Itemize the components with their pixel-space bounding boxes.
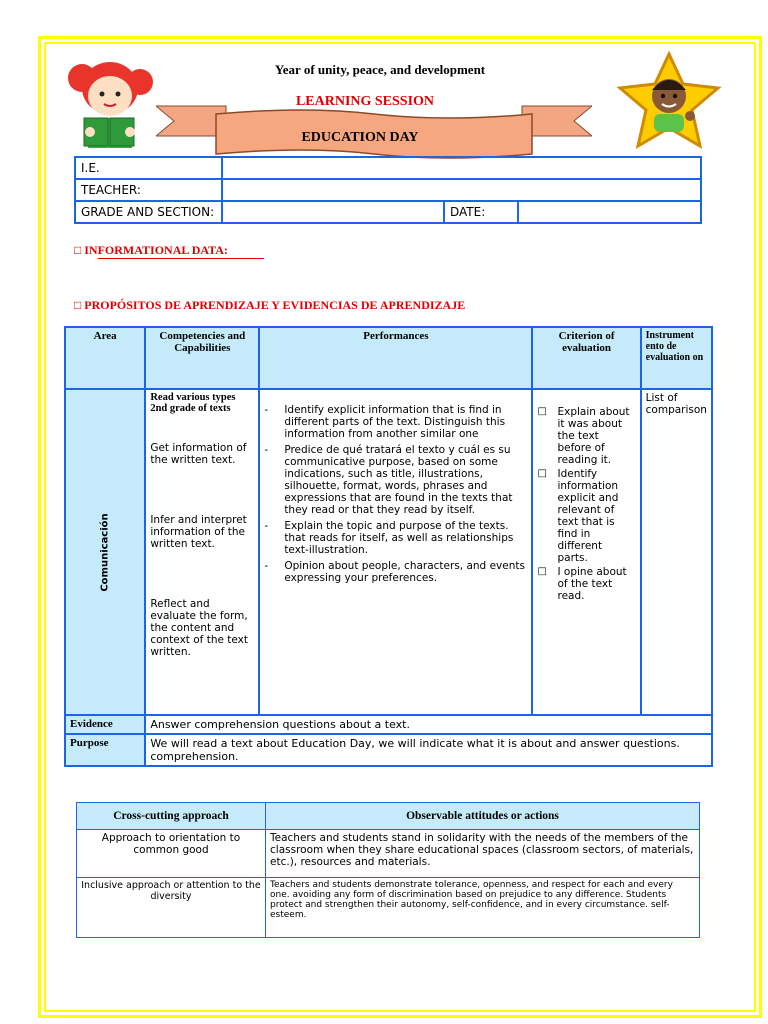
cc-row bbox=[77, 878, 700, 938]
teacher-label: TEACHER: bbox=[75, 179, 222, 201]
date-value bbox=[518, 201, 701, 223]
purposes-heading: □ PROPÓSITOS DE APRENDIZAJE Y EVIDENCIAS DE APRENDIZAJE bbox=[74, 298, 466, 312]
cc-attitudes: Teachers and students demonstrate tolerance, openness, and respect for each and every one. avoiding any form of discrimination based on prejudice to any difference. Students protect and strengthen their autonomy, self-confidence, and in every circumstance. self-esteem. bbox=[266, 878, 700, 938]
cc-header-attitudes: Observable attitudes or actions bbox=[266, 803, 700, 830]
cc-row bbox=[77, 830, 700, 878]
cc-header-approach: Cross-cutting approach bbox=[77, 803, 266, 830]
purpose-value: We will read a text about Education Day, we will indicate what it is about and answer questions. comprehension. bbox=[145, 734, 712, 766]
performances-cell bbox=[259, 389, 532, 715]
motto-text: Year of unity, peace, and development bbox=[274, 62, 486, 77]
informational-underline bbox=[98, 258, 264, 259]
info-row-grade bbox=[75, 201, 701, 223]
header-criterion: Criterion of evaluation bbox=[532, 327, 640, 389]
learning-purposes-table bbox=[64, 326, 713, 767]
criterion-item: □ Identify information explicit and relevant of text that is find in different parts. bbox=[537, 468, 619, 564]
capability-item: Get information of the written text. bbox=[150, 442, 247, 466]
area-cell bbox=[65, 389, 145, 715]
performance-item: - Explain the topic and purpose of the texts. that reads for itself, as well as relationships text-illustration. bbox=[264, 520, 514, 556]
evidence-row bbox=[65, 715, 712, 734]
informational-heading: □ INFORMATIONAL DATA: bbox=[74, 243, 228, 257]
ie-label: I.E. bbox=[75, 157, 222, 179]
main-content-row bbox=[65, 389, 712, 715]
cc-approach: Inclusive approach or attention to the diversity bbox=[77, 878, 266, 938]
ie-value bbox=[222, 157, 701, 179]
girl-reading-illustration bbox=[62, 52, 158, 156]
header-performances: Performances bbox=[259, 327, 532, 389]
teacher-value bbox=[222, 179, 701, 201]
cc-approach: Approach to orientation to common good bbox=[77, 830, 266, 878]
capability-item: Infer and interpret information of the written text. bbox=[150, 514, 247, 550]
cc-header-row bbox=[77, 803, 700, 830]
performance-item: - Predice de qué tratará el texto y cuál es su communicative purpose, based on some indications, such as title, illustrations, silhouette, format, words, phrases and expressions that are found in the texts that they read or that they read by itself. bbox=[264, 444, 513, 516]
date-label: DATE: bbox=[444, 201, 518, 223]
main-header-row bbox=[65, 327, 712, 389]
banner-title: EDUCATION DAY bbox=[301, 130, 419, 145]
competency-title: Read various types 2nd grade of texts bbox=[150, 392, 236, 414]
star-boy-illustration bbox=[610, 50, 728, 150]
info-row-teacher bbox=[75, 179, 701, 201]
performance-item: - Opinion about people, characters, and events expressing your preferences. bbox=[264, 560, 525, 584]
performance-item: - Identify explicit information that is find in different parts of the text. Distinguish this information from another similar one bbox=[264, 404, 506, 440]
capability-item: Reflect and evaluate the form, the content and context of the text written. bbox=[150, 598, 248, 658]
evidence-value: Answer comprehension questions about a text. bbox=[145, 715, 712, 734]
header-instrument: Instrument ento de evaluation on bbox=[641, 327, 712, 389]
session-title: LEARNING SESSION bbox=[295, 94, 435, 109]
competencies-cell bbox=[145, 389, 259, 715]
area-value: Comunicación bbox=[99, 512, 111, 592]
evidence-label: Evidence bbox=[65, 715, 145, 734]
info-row-ie bbox=[75, 157, 701, 179]
info-table bbox=[74, 156, 702, 224]
checkbox-icon: □ bbox=[537, 566, 547, 577]
grade-label: GRADE AND SECTION: bbox=[75, 201, 222, 223]
criterion-item: □ Explain about it was about the text before of reading it. bbox=[537, 406, 630, 466]
checkbox-icon: □ bbox=[537, 468, 547, 479]
checkbox-icon: □ bbox=[537, 406, 547, 417]
header-area: Area bbox=[65, 327, 145, 389]
cc-attitudes: Teachers and students stand in solidarity with the needs of the members of the classroom when they share educational spaces (classroom sectors, of materials, etc.), resources and materials. bbox=[266, 830, 700, 878]
header-competencies: Competencies and Capabilities bbox=[145, 327, 259, 389]
purpose-label: Purpose bbox=[65, 734, 145, 766]
criteria-cell bbox=[532, 389, 640, 715]
cross-cutting-table bbox=[76, 802, 700, 938]
instrument-cell: List of comparison bbox=[641, 389, 712, 715]
grade-value bbox=[222, 201, 444, 223]
purpose-row bbox=[65, 734, 712, 766]
criterion-item: □ I opine about of the text read. bbox=[537, 566, 627, 602]
